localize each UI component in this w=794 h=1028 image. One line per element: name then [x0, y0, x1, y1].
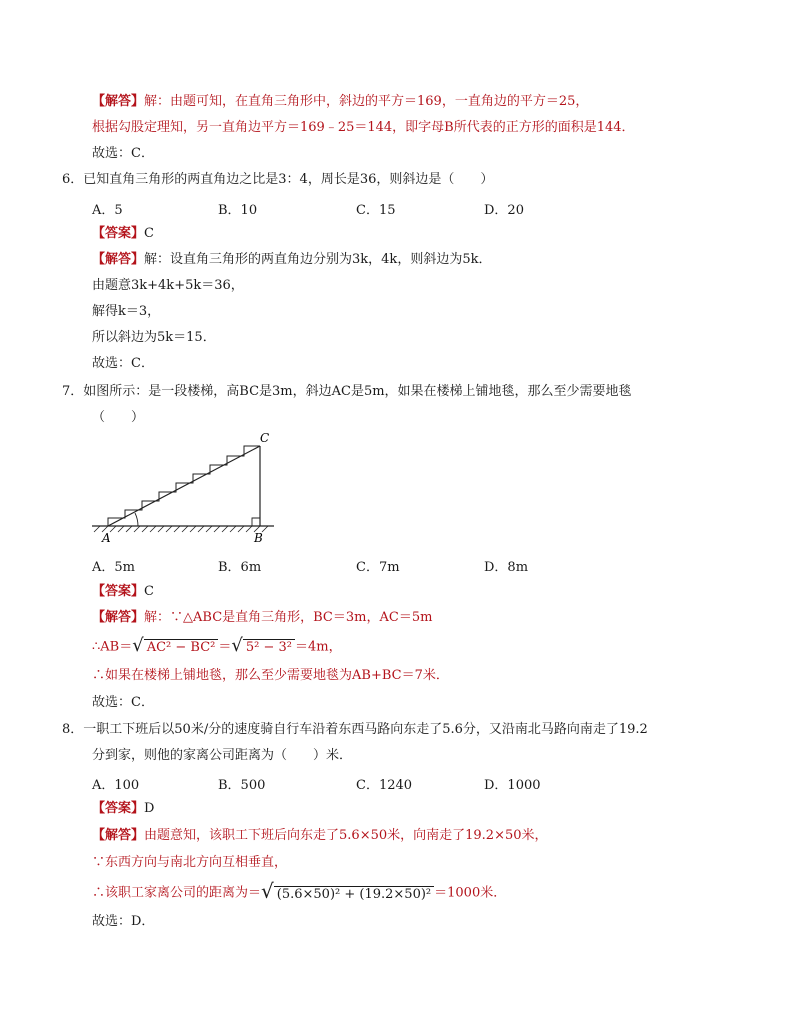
q7-solution-line3: ∴如果在楼梯上铺地毯，那么至少需要地毯为AB+BC＝7米．: [92, 668, 449, 683]
q7-stem: 7．如图所示：是一段楼梯，高BC是3m，斜边AC是5m，如果在楼梯上铺地毯，那么至少需要地毯: [62, 384, 632, 399]
figure-label-c: C: [260, 431, 270, 445]
q7-stem-paren: （ ）: [92, 410, 145, 425]
q8-solution-line3: ∴该职工家离公司的距离为＝√ (5.6×50)² + (19.2×50)² ＝1000米．: [92, 879, 507, 903]
q6-option-a: A．5: [92, 203, 123, 218]
figure-label-a: A: [102, 531, 111, 545]
q8-option-c: C．1240: [356, 778, 413, 793]
q6-option-d: D．20: [484, 203, 524, 218]
sqrt-symbol: √ AC² − BC²: [132, 637, 218, 657]
q8-option-b: B．500: [218, 778, 266, 793]
q6-option-c: C．15: [356, 203, 396, 218]
q8-solution-line1: 【解答】由题意知，该职工下班后向东走了5.6×50米，向南走了19.2×50米，: [92, 828, 548, 843]
q5-solution-line1: 【解答】解：由题可知，在直角三角形中，斜边的平方＝169，一直角边的平方＝25，: [92, 94, 589, 109]
q5-choose: 故选：C．: [92, 146, 154, 161]
q7-solution-line2: ∴AB＝√ AC² − BC² ＝√ 5² − 3² ＝4m，: [92, 635, 342, 656]
q7-option-c: C．7m: [356, 560, 400, 575]
staircase-figure: [88, 430, 278, 550]
q8-option-d: D．1000: [484, 778, 541, 793]
q6-answer: 【答案】C: [92, 226, 154, 241]
q8-choose: 故选：D．: [92, 914, 155, 929]
q6-solution-line4: 所以斜边为5k＝15．: [92, 330, 216, 345]
q7-answer: 【答案】C: [92, 584, 154, 599]
q7-option-d: D．8m: [484, 560, 529, 575]
q6-option-b: B．10: [218, 203, 258, 218]
q8-stem-line2: 分到家，则他的家离公司距离为（ ）米．: [92, 748, 353, 763]
q7-option-a: A．5m: [92, 560, 135, 575]
q6-stem: 6．已知直角三角形的两直角边之比是3：4，周长是36，则斜边是（ ）: [62, 172, 494, 187]
sqrt-symbol: √ 5² − 3²: [231, 637, 295, 657]
q6-solution-line1: 【解答】解：设直角三角形的两直角边分别为3k，4k，则斜边为5k．: [92, 252, 492, 267]
q8-option-a: A．100: [92, 778, 140, 793]
q8-answer: 【答案】D: [92, 801, 155, 816]
q7-choose: 故选：C．: [92, 695, 154, 710]
q8-solution-line2: ∵东西方向与南北方向互相垂直，: [92, 855, 288, 870]
figure-label-b: B: [254, 531, 263, 545]
q8-stem-line1: 8．一职工下班后以50米/分的速度骑自行车沿着东西马路向东走了5.6分，又沿南北马路向南走了19.2: [62, 722, 648, 737]
q6-choose: 故选：C．: [92, 356, 154, 371]
q6-solution-line3: 解得k＝3，: [92, 304, 161, 319]
q6-solution-line2: 由题意3k+4k+5k＝36，: [92, 278, 244, 293]
q7-solution-line1: 【解答】解：∵△ABC是直角三角形，BC＝3m，AC＝5m: [92, 610, 433, 625]
sqrt-symbol: √ (5.6×50)² + (19.2×50)²: [261, 882, 434, 904]
q7-option-b: B．6m: [218, 560, 262, 575]
q5-solution-line2: 根据勾股定理知，另一直角边平方＝169﹣25＝144，即字母B所代表的正方形的面积是144．: [92, 120, 635, 135]
